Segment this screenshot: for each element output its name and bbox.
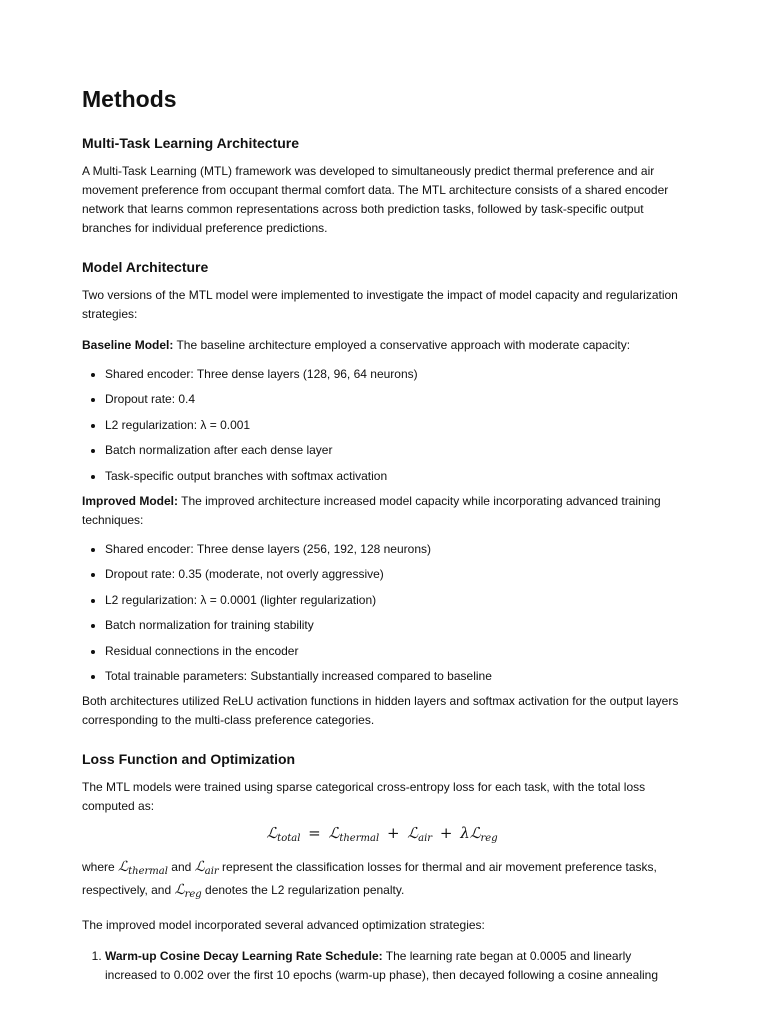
math-l-reg: ℒ$_{reg}$ [174, 882, 202, 901]
list-item: • Batch normalization after each dense layer [105, 441, 682, 460]
baseline-label: Baseline Model: [82, 338, 174, 352]
section-heading-loss-function: Loss Function and Optimization [82, 751, 296, 768]
list-item: • Dropout rate: 0.4 [105, 390, 682, 409]
list-item: • Shared encoder: Three dense layers (256, 192, 128 neurons) [105, 540, 682, 559]
improved-text: The improved architecture increased model capacity while incorporating advanced training techniques: [82, 493, 661, 527]
baseline-text: The baseline architecture employed a conservative approach with moderate capacity: [173, 338, 631, 352]
section-heading-model-architecture: Model Architecture [82, 259, 209, 275]
strategies-list [82, 947, 682, 985]
list-item: • Dropout rate: 0.35 (moderate, not overly aggressive) [105, 565, 682, 584]
paragraph-loss-intro: The MTL models were trained using sparse categorical cross-entropy loss for each task, with the total loss computed as: [82, 780, 646, 814]
list-item: 1. Warm-up Cosine Decay Learning Rate Schedule: The learning rate began at 0.0005 and linearly increased to 0.002 over the first 10 epochs (warm-up phase), then decayed following a cosine annealing [105, 947, 682, 985]
improved-list [82, 540, 682, 686]
paragraph-mtl-intro: A Multi-Task Learning (MTL) framework was developed to simultaneously predict thermal preference and air movement preference from occupant thermal comfort data. The MTL architecture consists of a shared encoder network that learns common representations across both prediction tasks, followed by task-specific output branches for individual preference predictions. [82, 164, 669, 235]
list-item: • Task-specific output branches with softmax activation [105, 467, 682, 486]
list-item: • Residual connections in the encoder [105, 642, 682, 661]
list-item: • L2 regularization: λ = 0.001 [105, 416, 682, 435]
total-loss-equation: ℒ$_{total}$ = ℒ$_{thermal}$ + ℒ$_{air}$ + λℒ$_{reg}$ [266, 824, 498, 845]
paragraph-baseline-model [82, 336, 682, 355]
paragraph-loss-where: where ℒ$_{thermal}$ and ℒ$_{air}$ represent the classification losses for thermal and air movement preference tasks, respectively, and ℒ$_{reg}$ denotes the L2 regularization penalty. [82, 859, 657, 901]
baseline-list [82, 365, 682, 486]
paragraph-strategies-intro: The improved model incorporated several advanced optimization strategies: [82, 918, 485, 933]
paragraph-activation: Both architectures utilized ReLU activation functions in hidden layers and softmax activation for the output layers corresponding to the multi-class preference categories. [82, 694, 679, 728]
list-item: • Total trainable parameters: Substantially increased compared to baseline [105, 667, 682, 686]
paragraph-improved-model [82, 492, 682, 530]
list-item: • Batch normalization for training stability [105, 616, 682, 635]
list-item: • L2 regularization: λ = 0.0001 (lighter regularization) [105, 591, 682, 610]
section-model-architecture [82, 258, 682, 730]
list-item: • Shared encoder: Three dense layers (128, 96, 64 neurons) [105, 365, 682, 384]
section-heading-mtl-architecture: Multi-Task Learning Architecture [82, 135, 300, 151]
section-loss-function [82, 750, 682, 985]
math-l-air: ℒ$_{air}$ [194, 859, 219, 878]
paragraph-model-intro: Two versions of the MTL model were implemented to investigate the impact of model capacity and regularization strategies: [82, 288, 678, 321]
math-l-thermal: ℒ$_{thermal}$ [118, 859, 168, 878]
improved-label: Improved Model: [82, 493, 179, 508]
page-title: Methods [82, 86, 177, 112]
